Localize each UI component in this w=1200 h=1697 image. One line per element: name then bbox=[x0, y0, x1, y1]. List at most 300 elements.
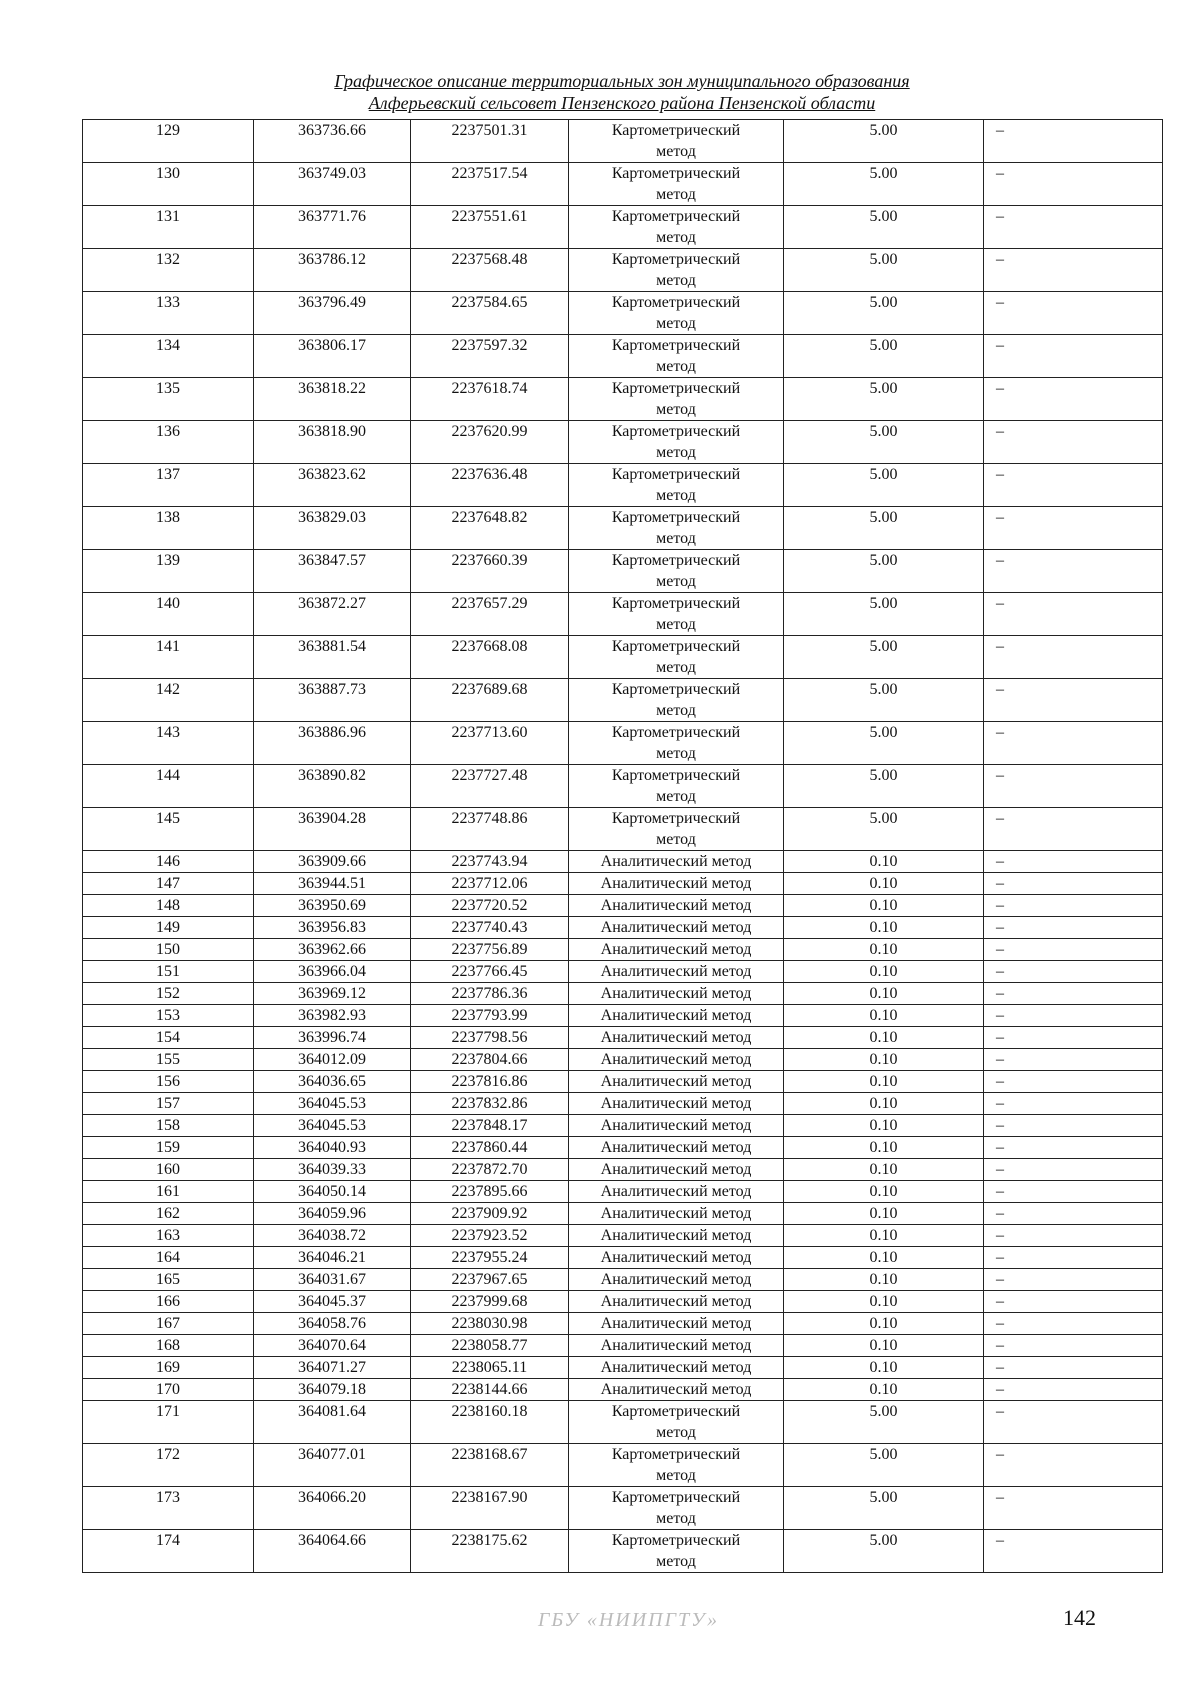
table-row bbox=[83, 249, 1163, 292]
y-coordinate-cell: 2237793.99 bbox=[411, 1005, 569, 1027]
y-coordinate-cell: 2237804.66 bbox=[411, 1049, 569, 1071]
y-coordinate-cell: 2237712.06 bbox=[411, 873, 569, 895]
table-row bbox=[83, 378, 1163, 421]
x-coordinate-cell: 363872.27 bbox=[254, 593, 411, 636]
table-row bbox=[83, 1313, 1163, 1335]
accuracy-cell: 0.10 bbox=[784, 1225, 984, 1247]
accuracy-cell: 0.10 bbox=[784, 1379, 984, 1401]
accuracy-cell: 5.00 bbox=[784, 1530, 984, 1573]
y-coordinate-cell: 2238168.67 bbox=[411, 1444, 569, 1487]
table-row bbox=[83, 550, 1163, 593]
note-cell: – bbox=[984, 1269, 1163, 1291]
table-row bbox=[83, 1115, 1163, 1137]
note-cell: – bbox=[984, 1137, 1163, 1159]
method-cell: Аналитический метод bbox=[569, 1159, 784, 1181]
x-coordinate-cell: 364031.67 bbox=[254, 1269, 411, 1291]
point-number-cell: 133 bbox=[83, 292, 254, 335]
note-cell: – bbox=[984, 1379, 1163, 1401]
table-row bbox=[83, 961, 1163, 983]
accuracy-cell: 5.00 bbox=[784, 507, 984, 550]
table-row bbox=[83, 1049, 1163, 1071]
accuracy-cell: 5.00 bbox=[784, 1444, 984, 1487]
x-coordinate-cell: 363956.83 bbox=[254, 917, 411, 939]
y-coordinate-cell: 2237967.65 bbox=[411, 1269, 569, 1291]
method-cell: Картометрический метод bbox=[569, 808, 784, 851]
table-row bbox=[83, 464, 1163, 507]
y-coordinate-cell: 2237636.48 bbox=[411, 464, 569, 507]
point-number-cell: 146 bbox=[83, 851, 254, 873]
note-cell: – bbox=[984, 765, 1163, 808]
note-cell: – bbox=[984, 722, 1163, 765]
method-cell: Аналитический метод bbox=[569, 1225, 784, 1247]
x-coordinate-cell: 364040.93 bbox=[254, 1137, 411, 1159]
x-coordinate-cell: 363890.82 bbox=[254, 765, 411, 808]
point-number-cell: 162 bbox=[83, 1203, 254, 1225]
accuracy-cell: 0.10 bbox=[784, 1005, 984, 1027]
point-number-cell: 155 bbox=[83, 1049, 254, 1071]
y-coordinate-cell: 2237832.86 bbox=[411, 1093, 569, 1115]
point-number-cell: 144 bbox=[83, 765, 254, 808]
x-coordinate-cell: 363881.54 bbox=[254, 636, 411, 679]
y-coordinate-cell: 2238058.77 bbox=[411, 1335, 569, 1357]
y-coordinate-cell: 2237955.24 bbox=[411, 1247, 569, 1269]
point-number-cell: 169 bbox=[83, 1357, 254, 1379]
method-cell: Аналитический метод bbox=[569, 1115, 784, 1137]
accuracy-cell: 5.00 bbox=[784, 765, 984, 808]
accuracy-cell: 0.10 bbox=[784, 1203, 984, 1225]
y-coordinate-cell: 2237743.94 bbox=[411, 851, 569, 873]
y-coordinate-cell: 2237786.36 bbox=[411, 983, 569, 1005]
x-coordinate-cell: 364036.65 bbox=[254, 1071, 411, 1093]
method-cell: Аналитический метод bbox=[569, 1357, 784, 1379]
point-number-cell: 134 bbox=[83, 335, 254, 378]
method-cell: Картометрический метод bbox=[569, 464, 784, 507]
point-number-cell: 145 bbox=[83, 808, 254, 851]
method-cell: Картометрический метод bbox=[569, 1401, 784, 1444]
table-row bbox=[83, 206, 1163, 249]
table-row bbox=[83, 1291, 1163, 1313]
method-cell: Аналитический метод bbox=[569, 1247, 784, 1269]
note-cell: – bbox=[984, 679, 1163, 722]
note-cell: – bbox=[984, 1401, 1163, 1444]
note-cell: – bbox=[984, 961, 1163, 983]
y-coordinate-cell: 2238144.66 bbox=[411, 1379, 569, 1401]
method-cell: Картометрический метод bbox=[569, 765, 784, 808]
method-cell: Картометрический метод bbox=[569, 593, 784, 636]
table-row bbox=[83, 507, 1163, 550]
method-cell: Аналитический метод bbox=[569, 1049, 784, 1071]
table-row bbox=[83, 1357, 1163, 1379]
accuracy-cell: 5.00 bbox=[784, 163, 984, 206]
accuracy-cell: 5.00 bbox=[784, 722, 984, 765]
x-coordinate-cell: 363982.93 bbox=[254, 1005, 411, 1027]
note-cell: – bbox=[984, 335, 1163, 378]
table-row bbox=[83, 1225, 1163, 1247]
method-cell: Картометрический метод bbox=[569, 292, 784, 335]
method-cell: Аналитический метод bbox=[569, 961, 784, 983]
accuracy-cell: 0.10 bbox=[784, 917, 984, 939]
method-cell: Аналитический метод bbox=[569, 1093, 784, 1115]
note-cell: – bbox=[984, 1159, 1163, 1181]
method-cell: Аналитический метод bbox=[569, 1313, 784, 1335]
method-cell: Картометрический метод bbox=[569, 163, 784, 206]
note-cell: – bbox=[984, 1444, 1163, 1487]
note-cell: – bbox=[984, 1181, 1163, 1203]
y-coordinate-cell: 2237756.89 bbox=[411, 939, 569, 961]
note-cell: – bbox=[984, 249, 1163, 292]
note-cell: – bbox=[984, 1313, 1163, 1335]
header-line-2: Алферьевский сельсовет Пензенского района Пензенской области bbox=[368, 93, 876, 113]
point-number-cell: 156 bbox=[83, 1071, 254, 1093]
y-coordinate-cell: 2237568.48 bbox=[411, 249, 569, 292]
y-coordinate-cell: 2237798.56 bbox=[411, 1027, 569, 1049]
accuracy-cell: 0.10 bbox=[784, 1027, 984, 1049]
method-cell: Картометрический метод bbox=[569, 249, 784, 292]
point-number-cell: 138 bbox=[83, 507, 254, 550]
accuracy-cell: 5.00 bbox=[784, 808, 984, 851]
y-coordinate-cell: 2237668.08 bbox=[411, 636, 569, 679]
x-coordinate-cell: 364071.27 bbox=[254, 1357, 411, 1379]
point-number-cell: 148 bbox=[83, 895, 254, 917]
note-cell: – bbox=[984, 917, 1163, 939]
accuracy-cell: 5.00 bbox=[784, 120, 984, 163]
coordinates-table-body bbox=[83, 120, 1163, 1573]
y-coordinate-cell: 2237872.70 bbox=[411, 1159, 569, 1181]
accuracy-cell: 5.00 bbox=[784, 636, 984, 679]
accuracy-cell: 0.10 bbox=[784, 1071, 984, 1093]
note-cell: – bbox=[984, 1115, 1163, 1137]
point-number-cell: 136 bbox=[83, 421, 254, 464]
note-cell: – bbox=[984, 550, 1163, 593]
x-coordinate-cell: 364045.53 bbox=[254, 1093, 411, 1115]
accuracy-cell: 0.10 bbox=[784, 961, 984, 983]
point-number-cell: 165 bbox=[83, 1269, 254, 1291]
note-cell: – bbox=[984, 1247, 1163, 1269]
table-row bbox=[83, 1093, 1163, 1115]
note-cell: – bbox=[984, 1027, 1163, 1049]
table-row bbox=[83, 1005, 1163, 1027]
method-cell: Картометрический метод bbox=[569, 722, 784, 765]
table-row bbox=[83, 1247, 1163, 1269]
accuracy-cell: 0.10 bbox=[784, 1159, 984, 1181]
table-row bbox=[83, 1487, 1163, 1530]
y-coordinate-cell: 2237517.54 bbox=[411, 163, 569, 206]
point-number-cell: 141 bbox=[83, 636, 254, 679]
y-coordinate-cell: 2237657.29 bbox=[411, 593, 569, 636]
page-number: 142 bbox=[1063, 1605, 1096, 1630]
x-coordinate-cell: 364012.09 bbox=[254, 1049, 411, 1071]
y-coordinate-cell: 2237816.86 bbox=[411, 1071, 569, 1093]
y-coordinate-cell: 2238065.11 bbox=[411, 1357, 569, 1379]
y-coordinate-cell: 2237720.52 bbox=[411, 895, 569, 917]
table-row bbox=[83, 1530, 1163, 1573]
note-cell: – bbox=[984, 808, 1163, 851]
table-row bbox=[83, 163, 1163, 206]
method-cell: Картометрический метод bbox=[569, 335, 784, 378]
table-row bbox=[83, 1071, 1163, 1093]
y-coordinate-cell: 2237748.86 bbox=[411, 808, 569, 851]
y-coordinate-cell: 2238175.62 bbox=[411, 1530, 569, 1573]
x-coordinate-cell: 364059.96 bbox=[254, 1203, 411, 1225]
note-cell: – bbox=[984, 507, 1163, 550]
table-row bbox=[83, 1159, 1163, 1181]
accuracy-cell: 5.00 bbox=[784, 292, 984, 335]
accuracy-cell: 0.10 bbox=[784, 1269, 984, 1291]
y-coordinate-cell: 2237648.82 bbox=[411, 507, 569, 550]
table-row bbox=[83, 722, 1163, 765]
point-number-cell: 142 bbox=[83, 679, 254, 722]
table-row bbox=[83, 421, 1163, 464]
method-cell: Картометрический метод bbox=[569, 206, 784, 249]
x-coordinate-cell: 364050.14 bbox=[254, 1181, 411, 1203]
method-cell: Аналитический метод bbox=[569, 939, 784, 961]
x-coordinate-cell: 364077.01 bbox=[254, 1444, 411, 1487]
x-coordinate-cell: 364064.66 bbox=[254, 1530, 411, 1573]
point-number-cell: 137 bbox=[83, 464, 254, 507]
accuracy-cell: 0.10 bbox=[784, 1181, 984, 1203]
method-cell: Картометрический метод bbox=[569, 378, 784, 421]
note-cell: – bbox=[984, 1005, 1163, 1027]
table-row bbox=[83, 1027, 1163, 1049]
point-number-cell: 131 bbox=[83, 206, 254, 249]
table-row bbox=[83, 1181, 1163, 1203]
x-coordinate-cell: 363886.96 bbox=[254, 722, 411, 765]
note-cell: – bbox=[984, 464, 1163, 507]
point-number-cell: 157 bbox=[83, 1093, 254, 1115]
accuracy-cell: 0.10 bbox=[784, 1357, 984, 1379]
method-cell: Аналитический метод bbox=[569, 851, 784, 873]
accuracy-cell: 5.00 bbox=[784, 679, 984, 722]
point-number-cell: 161 bbox=[83, 1181, 254, 1203]
method-cell: Картометрический метод bbox=[569, 679, 784, 722]
table-row bbox=[83, 1269, 1163, 1291]
accuracy-cell: 0.10 bbox=[784, 1093, 984, 1115]
x-coordinate-cell: 363829.03 bbox=[254, 507, 411, 550]
point-number-cell: 163 bbox=[83, 1225, 254, 1247]
x-coordinate-cell: 363904.28 bbox=[254, 808, 411, 851]
point-number-cell: 172 bbox=[83, 1444, 254, 1487]
x-coordinate-cell: 364045.53 bbox=[254, 1115, 411, 1137]
note-cell: – bbox=[984, 939, 1163, 961]
table-row bbox=[83, 851, 1163, 873]
table-row bbox=[83, 808, 1163, 851]
accuracy-cell: 0.10 bbox=[784, 1247, 984, 1269]
method-cell: Картометрический метод bbox=[569, 1444, 784, 1487]
y-coordinate-cell: 2237689.68 bbox=[411, 679, 569, 722]
x-coordinate-cell: 363996.74 bbox=[254, 1027, 411, 1049]
x-coordinate-cell: 363786.12 bbox=[254, 249, 411, 292]
method-cell: Аналитический метод bbox=[569, 1269, 784, 1291]
note-cell: – bbox=[984, 1049, 1163, 1071]
table-row bbox=[83, 1444, 1163, 1487]
y-coordinate-cell: 2238160.18 bbox=[411, 1401, 569, 1444]
accuracy-cell: 5.00 bbox=[784, 378, 984, 421]
x-coordinate-cell: 364038.72 bbox=[254, 1225, 411, 1247]
y-coordinate-cell: 2237923.52 bbox=[411, 1225, 569, 1247]
method-cell: Аналитический метод bbox=[569, 1137, 784, 1159]
accuracy-cell: 5.00 bbox=[784, 421, 984, 464]
y-coordinate-cell: 2237551.61 bbox=[411, 206, 569, 249]
table-row bbox=[83, 292, 1163, 335]
note-cell: – bbox=[984, 163, 1163, 206]
x-coordinate-cell: 363818.22 bbox=[254, 378, 411, 421]
point-number-cell: 151 bbox=[83, 961, 254, 983]
note-cell: – bbox=[984, 1291, 1163, 1313]
header-line-1: Графическое описание территориальных зон муниципального образования bbox=[334, 71, 910, 91]
point-number-cell: 147 bbox=[83, 873, 254, 895]
point-number-cell: 171 bbox=[83, 1401, 254, 1444]
y-coordinate-cell: 2237766.45 bbox=[411, 961, 569, 983]
x-coordinate-cell: 364039.33 bbox=[254, 1159, 411, 1181]
note-cell: – bbox=[984, 421, 1163, 464]
accuracy-cell: 0.10 bbox=[784, 939, 984, 961]
note-cell: – bbox=[984, 873, 1163, 895]
method-cell: Аналитический метод bbox=[569, 1027, 784, 1049]
y-coordinate-cell: 2237584.65 bbox=[411, 292, 569, 335]
x-coordinate-cell: 363909.66 bbox=[254, 851, 411, 873]
method-cell: Аналитический метод bbox=[569, 1181, 784, 1203]
table-row bbox=[83, 765, 1163, 808]
note-cell: – bbox=[984, 378, 1163, 421]
table-row bbox=[83, 593, 1163, 636]
point-number-cell: 149 bbox=[83, 917, 254, 939]
x-coordinate-cell: 363887.73 bbox=[254, 679, 411, 722]
accuracy-cell: 0.10 bbox=[784, 983, 984, 1005]
y-coordinate-cell: 2237999.68 bbox=[411, 1291, 569, 1313]
x-coordinate-cell: 363806.17 bbox=[254, 335, 411, 378]
document-header bbox=[82, 70, 1162, 114]
accuracy-cell: 5.00 bbox=[784, 1401, 984, 1444]
accuracy-cell: 5.00 bbox=[784, 593, 984, 636]
note-cell: – bbox=[984, 292, 1163, 335]
note-cell: – bbox=[984, 1203, 1163, 1225]
point-number-cell: 167 bbox=[83, 1313, 254, 1335]
x-coordinate-cell: 363966.04 bbox=[254, 961, 411, 983]
coordinates-table bbox=[82, 119, 1163, 1573]
point-number-cell: 159 bbox=[83, 1137, 254, 1159]
note-cell: – bbox=[984, 1071, 1163, 1093]
accuracy-cell: 0.10 bbox=[784, 1049, 984, 1071]
note-cell: – bbox=[984, 593, 1163, 636]
accuracy-cell: 0.10 bbox=[784, 851, 984, 873]
point-number-cell: 164 bbox=[83, 1247, 254, 1269]
point-number-cell: 129 bbox=[83, 120, 254, 163]
y-coordinate-cell: 2237660.39 bbox=[411, 550, 569, 593]
y-coordinate-cell: 2237618.74 bbox=[411, 378, 569, 421]
table-row bbox=[83, 1137, 1163, 1159]
x-coordinate-cell: 363950.69 bbox=[254, 895, 411, 917]
note-cell: – bbox=[984, 983, 1163, 1005]
point-number-cell: 143 bbox=[83, 722, 254, 765]
y-coordinate-cell: 2237740.43 bbox=[411, 917, 569, 939]
table-row bbox=[83, 1379, 1163, 1401]
method-cell: Аналитический метод bbox=[569, 1379, 784, 1401]
y-coordinate-cell: 2237895.66 bbox=[411, 1181, 569, 1203]
point-number-cell: 154 bbox=[83, 1027, 254, 1049]
x-coordinate-cell: 363823.62 bbox=[254, 464, 411, 507]
y-coordinate-cell: 2237727.48 bbox=[411, 765, 569, 808]
point-number-cell: 130 bbox=[83, 163, 254, 206]
x-coordinate-cell: 364046.21 bbox=[254, 1247, 411, 1269]
point-number-cell: 168 bbox=[83, 1335, 254, 1357]
table-row bbox=[83, 873, 1163, 895]
method-cell: Аналитический метод bbox=[569, 895, 784, 917]
accuracy-cell: 0.10 bbox=[784, 895, 984, 917]
method-cell: Аналитический метод bbox=[569, 917, 784, 939]
note-cell: – bbox=[984, 636, 1163, 679]
footer-organization: ГБУ «НИИПГТУ» bbox=[538, 1609, 720, 1631]
y-coordinate-cell: 2238030.98 bbox=[411, 1313, 569, 1335]
y-coordinate-cell: 2237597.32 bbox=[411, 335, 569, 378]
point-number-cell: 152 bbox=[83, 983, 254, 1005]
note-cell: – bbox=[984, 895, 1163, 917]
note-cell: – bbox=[984, 1093, 1163, 1115]
x-coordinate-cell: 364045.37 bbox=[254, 1291, 411, 1313]
method-cell: Аналитический метод bbox=[569, 873, 784, 895]
x-coordinate-cell: 363847.57 bbox=[254, 550, 411, 593]
method-cell: Аналитический метод bbox=[569, 1291, 784, 1313]
x-coordinate-cell: 363749.03 bbox=[254, 163, 411, 206]
table-row bbox=[83, 1335, 1163, 1357]
note-cell: – bbox=[984, 1225, 1163, 1247]
point-number-cell: 140 bbox=[83, 593, 254, 636]
x-coordinate-cell: 364079.18 bbox=[254, 1379, 411, 1401]
point-number-cell: 153 bbox=[83, 1005, 254, 1027]
method-cell: Картометрический метод bbox=[569, 1487, 784, 1530]
point-number-cell: 150 bbox=[83, 939, 254, 961]
y-coordinate-cell: 2237860.44 bbox=[411, 1137, 569, 1159]
method-cell: Аналитический метод bbox=[569, 1335, 784, 1357]
x-coordinate-cell: 364058.76 bbox=[254, 1313, 411, 1335]
method-cell: Картометрический метод bbox=[569, 636, 784, 679]
method-cell: Аналитический метод bbox=[569, 1203, 784, 1225]
y-coordinate-cell: 2237713.60 bbox=[411, 722, 569, 765]
y-coordinate-cell: 2237909.92 bbox=[411, 1203, 569, 1225]
x-coordinate-cell: 364081.64 bbox=[254, 1401, 411, 1444]
method-cell: Картометрический метод bbox=[569, 120, 784, 163]
table-row bbox=[83, 917, 1163, 939]
table-row bbox=[83, 679, 1163, 722]
accuracy-cell: 0.10 bbox=[784, 1291, 984, 1313]
accuracy-cell: 0.10 bbox=[784, 1115, 984, 1137]
accuracy-cell: 5.00 bbox=[784, 1487, 984, 1530]
x-coordinate-cell: 364066.20 bbox=[254, 1487, 411, 1530]
accuracy-cell: 0.10 bbox=[784, 1313, 984, 1335]
note-cell: – bbox=[984, 1530, 1163, 1573]
method-cell: Аналитический метод bbox=[569, 1005, 784, 1027]
x-coordinate-cell: 363796.49 bbox=[254, 292, 411, 335]
point-number-cell: 174 bbox=[83, 1530, 254, 1573]
note-cell: – bbox=[984, 206, 1163, 249]
method-cell: Картометрический метод bbox=[569, 421, 784, 464]
table-row bbox=[83, 895, 1163, 917]
x-coordinate-cell: 363818.90 bbox=[254, 421, 411, 464]
table-row bbox=[83, 1401, 1163, 1444]
point-number-cell: 160 bbox=[83, 1159, 254, 1181]
method-cell: Картометрический метод bbox=[569, 1530, 784, 1573]
accuracy-cell: 5.00 bbox=[784, 249, 984, 292]
accuracy-cell: 0.10 bbox=[784, 873, 984, 895]
method-cell: Картометрический метод bbox=[569, 550, 784, 593]
y-coordinate-cell: 2237620.99 bbox=[411, 421, 569, 464]
x-coordinate-cell: 363736.66 bbox=[254, 120, 411, 163]
accuracy-cell: 0.10 bbox=[784, 1137, 984, 1159]
point-number-cell: 170 bbox=[83, 1379, 254, 1401]
point-number-cell: 135 bbox=[83, 378, 254, 421]
table-row bbox=[83, 120, 1163, 163]
point-number-cell: 158 bbox=[83, 1115, 254, 1137]
method-cell: Картометрический метод bbox=[569, 507, 784, 550]
